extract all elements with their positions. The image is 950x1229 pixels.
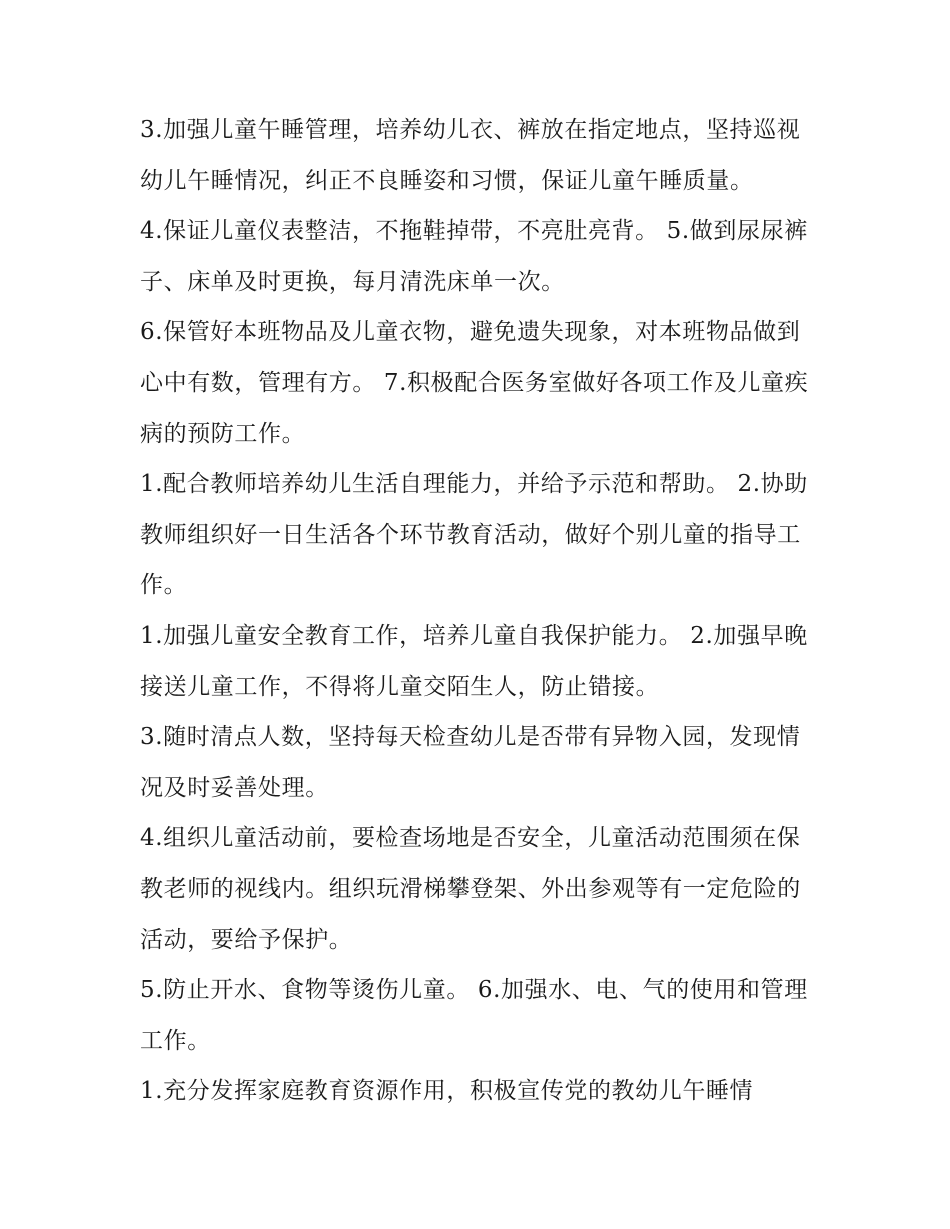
paragraph-appearance-bedding: 4.保证儿童仪表整洁，不拖鞋掉带，不亮肚亮背。 5.做到尿尿裤子、床单及时更换，每月清洗床单一次。	[140, 218, 808, 295]
paragraph-belongings-health: 6.保管好本班物品及儿童衣物，避免遗失现象，对本班物品做到心中有数，管理有方。 7.积极配合医务室做好各项工作及儿童疾病的预防工作。	[140, 319, 809, 447]
paragraph-family-education: 1.充分发挥家庭教育资源作用，积极宣传党的教幼儿午睡情	[140, 1078, 754, 1105]
paragraph-nap-management: 3.加强儿童午睡管理，培养幼儿衣、裤放在指定地点，坚持巡视幼儿午睡情况，纠正不良睡姿和习惯，保证儿童午睡质量。	[140, 117, 801, 194]
paragraph-headcount: 3.随时清点人数，坚持每天检查幼儿是否带有异物入园，发现情况及时妥善处理。	[140, 724, 801, 801]
document-body	[140, 105, 820, 1117]
paragraph-burn-utilities: 5.防止开水、食物等烫伤儿童。 6.加强水、电、气的使用和管理工作。	[140, 977, 808, 1054]
paragraph-safety-education: 1.加强儿童安全教育工作，培养儿童自我保护能力。 2.加强早晚接送儿童工作，不得将儿童交陌生人，防止错接。	[140, 622, 808, 700]
paragraph-assist-teacher: 1.配合教师培养幼儿生活自理能力，并给予示范和帮助。 2.协助教师组织好一日生活各个环节教育活动，做好个别儿童的指导工作。	[140, 471, 808, 599]
paragraph-activity-safety: 4.组织儿童活动前，要检查场地是否安全，儿童活动范围须在保教老师的视线内。组织玩滑梯攀登架、外出参观等有一定危险的活动，要给予保护。	[140, 825, 801, 953]
